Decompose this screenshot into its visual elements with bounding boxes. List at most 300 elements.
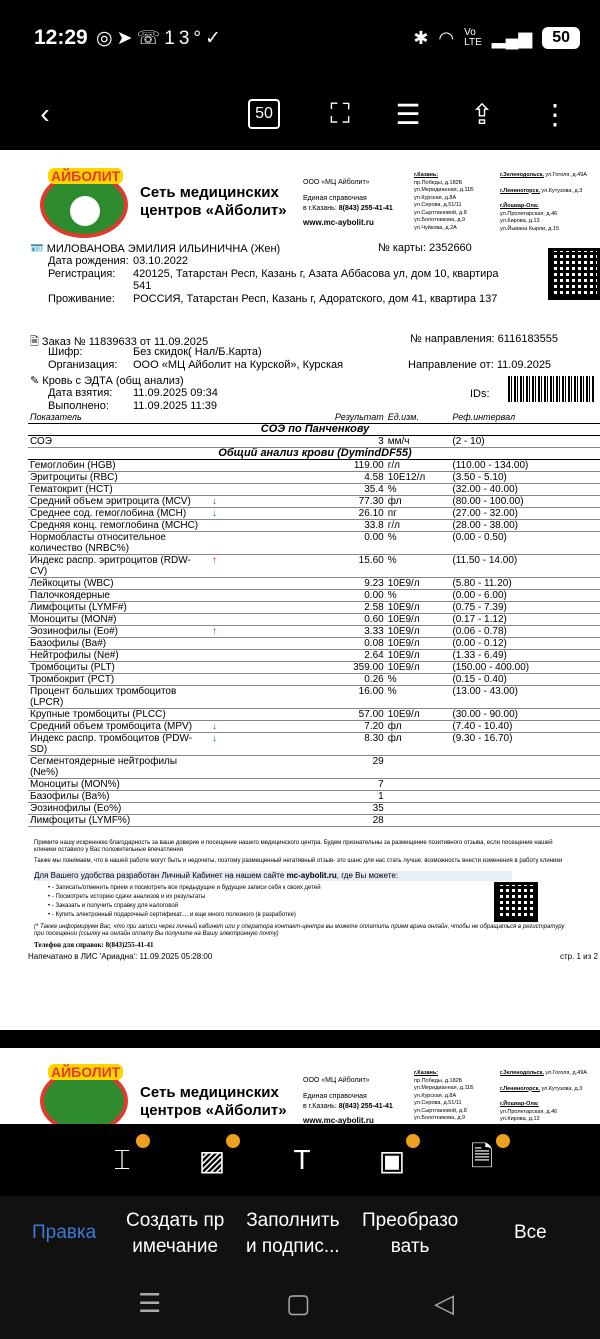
- table-row: [28, 472, 600, 484]
- bullet-text: - Записать/отменить прием и посмотреть все предыдущие и будущие записи себя к своих детей: [51, 885, 321, 891]
- address: пр.Победы, д.182Б: [414, 179, 463, 186]
- action-bar: [0, 1196, 600, 1276]
- patient-name: МИЛОВАНОВА ЭМИЛИЯ ИЛЬИНИЧНА (Жен): [46, 243, 281, 255]
- unit: г/л: [386, 460, 451, 472]
- result-value: 7.20: [244, 721, 385, 733]
- unit: 10E9/л: [386, 650, 451, 662]
- reference-range: [450, 803, 600, 815]
- indicator-name: Среднее сод. гемоглобина (MCH): [28, 508, 210, 520]
- address: ул.Гоголя, д.49А: [545, 1070, 587, 1076]
- reference-range: (27.00 - 32.00): [450, 508, 600, 520]
- result-value: 2.64: [244, 650, 385, 662]
- indicator-name: Нейтрофилы (Ne#): [28, 650, 210, 662]
- unit: %: [386, 484, 451, 496]
- section-header: [28, 424, 600, 436]
- document-page-2[interactable]: [0, 1048, 600, 1124]
- unit: фл: [386, 496, 451, 508]
- reference-range: (80.00 - 100.00): [450, 496, 600, 508]
- indicator-name: Эозинофилы (Eo#): [28, 626, 210, 638]
- indicator-name: Базофилы (Ba%): [28, 791, 210, 803]
- table-row: [28, 555, 600, 578]
- result-value: 359.00: [244, 662, 385, 674]
- cabinet-text: Для Вашего удобства разработан Личный Кабинет на нашем сайте: [34, 871, 285, 880]
- reference-range: (0.00 - 0.50): [450, 532, 600, 555]
- list-item: • - Заказать и получить справку для налоговой: [48, 903, 179, 909]
- res-label: Проживание:: [48, 293, 115, 305]
- leninogorsk-title: г.Лениногорск,: [500, 187, 540, 194]
- org-name: ООО «МЦ Айболит»: [303, 1077, 370, 1084]
- flag-arrow: [210, 674, 244, 686]
- reference-range: (150.00 - 400.00): [450, 662, 600, 674]
- result-value: 77.30: [244, 496, 385, 508]
- footer-payment-note: (* Также информируем Вас, что при записи через личный кабинет или у оператора контакт-центра вы можете оплатить прием врача онлайн, чтобы не обращаться в регистратуру при посещении (ссылку на онлайн оплату Вы получите на Вашу электронную почту): [34, 924, 565, 937]
- create-note-line-1: Создать пр: [126, 1210, 225, 1231]
- indicator-name: Моноциты (MON#): [28, 614, 210, 626]
- card-label: № карты:: [378, 242, 426, 254]
- page-gap: [0, 1030, 600, 1048]
- address: ул.Серова, д.51/11: [414, 202, 462, 208]
- address: ул.Курская, д.8А: [414, 194, 457, 201]
- indicator-name: Лейкоциты (WBC): [28, 578, 210, 590]
- flag-arrow: [210, 484, 244, 496]
- flag-arrow: [210, 590, 244, 602]
- reference-range: (0.17 - 1.12): [450, 614, 600, 626]
- reg-address-1: 420125, Татарстан Респ, Казань г, Азата Аббасова ул, дом 10, квартира: [133, 268, 499, 280]
- brand-line-1: Сеть медицинских: [140, 1084, 279, 1101]
- unit: %: [386, 555, 451, 578]
- reference-range: (9.30 - 16.70): [450, 733, 600, 756]
- address: ул.Болотникова, д.9: [414, 1115, 466, 1121]
- document-page[interactable]: [0, 150, 600, 1030]
- fill-sign-line-1: Заполнить: [246, 1210, 340, 1231]
- yoshkar-ola-title: г.Йошкар-Ола:: [500, 1101, 539, 1107]
- more-vertical-icon[interactable]: ⋮: [541, 98, 569, 130]
- indicator-name: СОЭ: [28, 436, 210, 448]
- premium-crown-icon: [136, 1134, 150, 1148]
- header-unit: Ед.изм.: [386, 412, 451, 424]
- reference-range: (0.00 - 0.12): [450, 638, 600, 650]
- table-row: [28, 436, 600, 448]
- page-count-button[interactable]: [246, 92, 282, 136]
- indicator-name: Палочкоядерные: [28, 590, 210, 602]
- wifi-icon: ◠: [438, 27, 455, 48]
- brand-line-1: Сеть медицинских: [140, 184, 279, 201]
- flag-arrow: [210, 472, 244, 484]
- flag-arrow: [210, 686, 244, 709]
- list-item: • - Записать/отменить прием и посмотреть все предыдущие и будущие записи себя к своих детей: [48, 885, 321, 891]
- address: ул.Чуйкова, д.2А: [414, 224, 457, 231]
- result-value: 29: [244, 756, 385, 779]
- indicator-name: Нормобласты относительное количество (NRBC%): [28, 532, 210, 555]
- reference-range: (0.06 - 0.78): [450, 626, 600, 638]
- kazan-title: г.Казань:: [414, 172, 439, 178]
- header-ref: Реф.интервал: [450, 412, 600, 424]
- flag-arrow: [210, 662, 244, 674]
- result-value: 9.23: [244, 578, 385, 590]
- premium-crown-icon: [406, 1134, 420, 1148]
- address: ул.Кутузова, д.3: [541, 187, 583, 194]
- all-tools-button[interactable]: Все: [514, 1222, 547, 1243]
- address: ул.Кирова, д.13: [500, 218, 540, 224]
- bullet-text: - Заказать и получить справку для налоговой: [51, 903, 179, 909]
- table-row: [28, 721, 600, 733]
- fullscreen-icon[interactable]: ⛶: [330, 97, 350, 129]
- result-value: 57.00: [244, 709, 385, 721]
- specimen-row: [30, 374, 184, 387]
- unit: [386, 791, 451, 803]
- premium-crown-icon: [496, 1134, 510, 1148]
- flag-arrow: [210, 791, 244, 803]
- organization: ООО «МЦ Айболит на Курской», Курская: [133, 359, 344, 371]
- table-row: [28, 733, 600, 756]
- unit: фл: [386, 733, 451, 756]
- home-icon[interactable]: ▢: [286, 1288, 311, 1318]
- address: ул.Болотникова, д.9: [414, 217, 466, 223]
- reference-range: (30.00 - 90.00): [450, 709, 600, 721]
- referral-from: 11.09.2025: [496, 359, 552, 371]
- unit: %: [386, 532, 451, 555]
- reference-range: (7.40 - 10.40): [450, 721, 600, 733]
- reference-range: (3.50 - 5.10): [450, 472, 600, 484]
- zelenodolsk-title: г.Зеленодольск,: [500, 1070, 544, 1076]
- whatsapp-icon: ◎: [96, 28, 117, 49]
- reference-range: (0.15 - 0.40): [450, 674, 600, 686]
- list-item: • - Посмотреть историю сдачи анализов и их результаты: [48, 894, 206, 900]
- specimen: Кровь с ЭДТА (общ анализ): [42, 375, 184, 387]
- bullet-text: - Посмотреть историю сдачи анализов и их результаты: [51, 894, 206, 900]
- document-icon: 🗎: [30, 336, 39, 348]
- flag-arrow: [210, 460, 244, 472]
- cabinet-banner: [34, 871, 512, 881]
- helpdesk-city: в г.Казань:: [303, 205, 337, 212]
- indicator-name: Лимфоциты (LYMF#): [28, 602, 210, 614]
- notification-icons: [96, 27, 225, 50]
- check-icon: ✓: [205, 28, 225, 49]
- indicator-name: Процент больших тромбоцитов (LPCR): [28, 686, 210, 709]
- cipher-label: Шифр:: [48, 346, 83, 358]
- table-row: [28, 638, 600, 650]
- viewer-toolbar: [0, 78, 600, 150]
- recent-apps-icon[interactable]: ☰: [138, 1288, 162, 1318]
- unit: мм/ч: [386, 436, 451, 448]
- res-address: РОССИЯ, Татарстан Респ, Казань г, Адоратского, дом 41, квартира 137: [133, 293, 498, 305]
- footer-thanks: Примите нашу искреннюю благодарность за ваше доверие и посещение нашего медицинского центра. Будем признательны за размещение позитивного отзыва, если посещение нашей клиники оставило у Вас положительные впечатления: [34, 840, 553, 853]
- kazan-addresses: [414, 1070, 474, 1123]
- reference-range: (5.80 - 11.20): [450, 578, 600, 590]
- fill-sign-button[interactable]: [246, 1208, 340, 1260]
- reference-range: (0.75 - 7.39): [450, 602, 600, 614]
- other-city-addresses: [500, 172, 587, 233]
- unit: 10E9/л: [386, 614, 451, 626]
- reference-range: (11.50 - 14.00): [450, 555, 600, 578]
- back-triangle-icon[interactable]: ◁: [434, 1288, 454, 1318]
- header-flag: [210, 412, 244, 424]
- reference-range: (2 - 10): [450, 436, 600, 448]
- table-row: [28, 815, 600, 827]
- unit: 10E9/л: [386, 709, 451, 721]
- back-arrow-icon[interactable]: ‹: [40, 98, 50, 129]
- website-link[interactable]: www.mc-aybolit.ru: [303, 1116, 374, 1124]
- referral-label: № направления:: [410, 333, 495, 345]
- missed-call-icon: ☏: [136, 28, 165, 49]
- signal-icon: ▂▄▆: [491, 27, 533, 48]
- helpdesk-line: Единая справочная: [303, 1093, 367, 1100]
- table-row: [28, 803, 600, 815]
- dob: 03.10.2022: [133, 255, 189, 267]
- result-value: 0.60: [244, 614, 385, 626]
- unit: 10E9/л: [386, 662, 451, 674]
- pdf-sign-icon[interactable]: 🗎: [464, 1142, 500, 1178]
- address: ул.Сыртлановой, д.8: [414, 1107, 467, 1114]
- logo-doctor: [70, 196, 100, 226]
- kazan-title: г.Казань:: [414, 1070, 439, 1076]
- flag-arrow: [210, 815, 244, 827]
- edit-tab[interactable]: Правка: [32, 1222, 97, 1243]
- status-bar: [0, 0, 600, 78]
- image-edit-icon[interactable]: ▨: [194, 1142, 230, 1178]
- unit: пг: [386, 508, 451, 520]
- unit: фл: [386, 721, 451, 733]
- footer-feedback: Также мы понимаем, что в нашей работе могут быть и недочеты, поэтому размещенный негативный отзыв- это шанс для нас стать лучше, возможность внести изменения в работу клиники: [34, 858, 563, 864]
- table-row: [28, 662, 600, 674]
- address: ул.Гоголя, д.49А: [545, 172, 587, 178]
- brand-name: [140, 1084, 287, 1120]
- phone-line: Телефон для справок: 8(843)255-41-41: [34, 941, 154, 949]
- flag-arrow: [210, 779, 244, 791]
- cipher: Без скидок( Нал/Б.Карта): [133, 346, 262, 358]
- address: ул.Кутузова, д.3: [541, 1085, 583, 1092]
- header-result: Результат: [244, 412, 385, 424]
- unit: [386, 815, 451, 827]
- helpdesk-line: Единая справочная: [303, 195, 367, 202]
- unit: %: [386, 686, 451, 709]
- result-value: 0.08: [244, 638, 385, 650]
- page-number: стр. 1 из 2: [559, 952, 598, 961]
- aybolit-logo: [40, 1064, 128, 1124]
- indicator-name: Средний объем эритроцита (MCV): [28, 496, 210, 508]
- result-value: 16.00: [244, 686, 385, 709]
- reference-range: [450, 756, 600, 779]
- table-row: [28, 650, 600, 662]
- flag-arrow: [210, 709, 244, 721]
- flag-arrow: [210, 756, 244, 779]
- result-value: 1: [244, 791, 385, 803]
- flag-arrow: ↓: [210, 721, 244, 733]
- org-info: [303, 1076, 393, 1124]
- indicator-name: Эритроциты (RBC): [28, 472, 210, 484]
- premium-crown-icon: [226, 1134, 240, 1148]
- reference-range: (13.00 - 43.00): [450, 686, 600, 709]
- table-row: [28, 532, 600, 555]
- indicator-name: Индекс распр. тромбоцитов (PDW-SD): [28, 733, 210, 756]
- indicator-name: Моноциты (MON%): [28, 779, 210, 791]
- table-row: [28, 578, 600, 590]
- flag-arrow: ↓: [210, 733, 244, 756]
- order-number: Заказ № 11839633 от 11.09.2025: [41, 336, 209, 348]
- create-note-button[interactable]: [126, 1208, 224, 1260]
- address: ул.Меридианная, д.11Б: [414, 187, 474, 193]
- indicator-name: Сегментоядерные нейтрофилы (Ne%): [28, 756, 210, 779]
- logo-text: АЙБОЛИТ: [48, 168, 123, 184]
- result-value: 0.26: [244, 674, 385, 686]
- unit: 10E12/л: [386, 472, 451, 484]
- table-row: [28, 602, 600, 614]
- result-value: 8.30: [244, 733, 385, 756]
- flag-arrow: [210, 638, 244, 650]
- unit: 10E9/л: [386, 578, 451, 590]
- telegram-icon: ➤: [116, 28, 137, 49]
- result-value: 4.58: [244, 472, 385, 484]
- address: ул.Курская, д.8А: [414, 1092, 457, 1099]
- done-date: 11.09.2025 11:39: [133, 400, 218, 412]
- done-label: Выполнено:: [48, 400, 109, 412]
- section-header: [28, 448, 600, 460]
- reference-range: (28.00 - 38.00): [450, 520, 600, 532]
- volte-icon: Vo LTE: [464, 27, 482, 48]
- table-row: [28, 686, 600, 709]
- cabinet-features: [48, 884, 321, 920]
- indicator-name: Средний объем тромбоцита (MPV): [28, 721, 210, 733]
- dob-row: [48, 255, 129, 267]
- flag-arrow: ↓: [210, 496, 244, 508]
- other-city-addresses: [500, 1070, 587, 1124]
- indicator-name: Индекс распр. эритроцитов (RDW-CV): [28, 555, 210, 578]
- reference-range: [450, 791, 600, 803]
- result-value: 3.33: [244, 626, 385, 638]
- helpdesk-city: в г.Казань:: [303, 1103, 337, 1110]
- address: ул.Сыртлановой, д.8: [414, 209, 467, 216]
- reference-range: [450, 779, 600, 791]
- website-link[interactable]: www.mc-aybolit.ru: [303, 218, 374, 227]
- referral-from-label: Направление от:: [408, 359, 494, 371]
- leninogorsk-title: г.Лениногорск,: [500, 1085, 540, 1092]
- taken-date: 11.09.2025 09:34: [133, 387, 218, 399]
- result-value: 15.60: [244, 555, 385, 578]
- address: ул.Пролетарская, д.46: [500, 1108, 558, 1115]
- list-item: • - Купить электронный подарочный сертификат.... и еще много полезного (в разработке): [48, 912, 296, 918]
- address: пр.Победы, д.182Б: [414, 1077, 463, 1084]
- cabinet-text-2: , где Вы можете:: [336, 871, 399, 880]
- dob-label: Дата рождения:: [48, 255, 129, 267]
- table-row: [28, 674, 600, 686]
- create-note-line-2: имечание: [132, 1236, 219, 1257]
- flag-arrow: [210, 532, 244, 555]
- flag-arrow: [210, 614, 244, 626]
- taken-label: Дата взятия:: [48, 387, 113, 399]
- system-nav-bar: [0, 1276, 600, 1339]
- address: ул.Меридианная, д.11Б: [414, 1085, 474, 1091]
- table-row: [28, 709, 600, 721]
- logo-text: АЙБОЛИТ: [48, 1064, 123, 1080]
- convert-line-2: вать: [390, 1236, 430, 1257]
- barcode: [508, 376, 594, 402]
- card-number-row: [378, 242, 472, 254]
- indicator-name: Тромбоциты (PLT): [28, 662, 210, 674]
- qr-code-bottom: [494, 882, 538, 922]
- header-indicator: Показатель: [28, 412, 210, 424]
- address: ул.Пролетарская, д.46: [500, 210, 558, 217]
- unit: %: [386, 674, 451, 686]
- referral-from-row: [408, 359, 551, 371]
- address: ул.Серова, д.51/11: [414, 1100, 462, 1106]
- indicator-name: Эозинофилы (Eo%): [28, 803, 210, 815]
- cabinet-site-link[interactable]: mc-aybolit.ru: [286, 871, 337, 880]
- result-value: 28: [244, 815, 385, 827]
- temperature-icon: 13°: [164, 28, 206, 49]
- reference-range: (0.00 - 6.00): [450, 590, 600, 602]
- result-value: 3: [244, 436, 385, 448]
- result-value: 33.8: [244, 520, 385, 532]
- indicator-name: Крупные тромбоциты (PLCC): [28, 709, 210, 721]
- indicator-name: Гематокрит (HCT): [28, 484, 210, 496]
- unit: 10E9/л: [386, 602, 451, 614]
- indicator-name: Средняя конц. гемоглобина (MCHC): [28, 520, 210, 532]
- add-text-icon[interactable]: T: [293, 1144, 311, 1175]
- reg-address-2: 541: [133, 280, 152, 292]
- org-label: Организация:: [48, 359, 118, 371]
- convert-line-1: Преобразо: [362, 1210, 459, 1231]
- result-value: 119.00: [244, 460, 385, 472]
- flag-arrow: [210, 650, 244, 662]
- page-count: 50: [248, 99, 280, 129]
- unit: [386, 803, 451, 815]
- table-row: [28, 460, 600, 472]
- patient-row: [30, 242, 280, 255]
- reference-range: (32.00 - 40.00): [450, 484, 600, 496]
- flag-arrow: ↓: [210, 508, 244, 520]
- address: ул.Кирова, д.13: [500, 1116, 540, 1122]
- add-image-icon[interactable]: ▣: [374, 1142, 410, 1178]
- flag-arrow: ↑: [210, 555, 244, 578]
- reg-label: Регистрация:: [48, 268, 116, 280]
- text-box-icon[interactable]: ⌶: [104, 1142, 140, 1178]
- referral-row: [410, 333, 558, 345]
- fill-sign-line-2: и подпис...: [246, 1236, 340, 1257]
- share-icon[interactable]: ⇪: [470, 98, 494, 130]
- table-row: [28, 779, 600, 791]
- unit: 10E9/л: [386, 638, 451, 650]
- table-row: [28, 756, 600, 779]
- indicator-name: Гемоглобин (HGB): [28, 460, 210, 472]
- table-row: [28, 614, 600, 626]
- result-value: 35: [244, 803, 385, 815]
- result-value: 26.10: [244, 508, 385, 520]
- helpdesk-phone: 8(843) 255-41-41: [338, 1103, 393, 1110]
- reference-range: (1.33 - 6.49): [450, 650, 600, 662]
- reader-mode-icon[interactable]: ☰: [395, 98, 421, 130]
- flag-arrow: [210, 803, 244, 815]
- brand-line-2: центров «Айболит»: [140, 202, 287, 219]
- dropper-icon: ✎: [30, 375, 40, 387]
- bullet-text: - Купить электронный подарочный сертификат.... и еще много полезного (в разработке): [51, 912, 296, 918]
- flag-arrow: [210, 602, 244, 614]
- result-value: 0.00: [244, 590, 385, 602]
- results-table: [28, 412, 600, 827]
- flag-arrow: ↑: [210, 626, 244, 638]
- system-icons: [413, 27, 580, 49]
- table-header: [28, 412, 600, 424]
- result-value: 2.58: [244, 602, 385, 614]
- helpdesk-phone: 8(843) 255-41-41: [338, 205, 393, 212]
- result-value: 35.4: [244, 484, 385, 496]
- section-title: Общий анализ крови (DymindDF55): [28, 448, 600, 460]
- qr-code-top: [548, 248, 600, 300]
- flag-arrow: [210, 578, 244, 590]
- zelenodolsk-title: г.Зеленодольск,: [500, 172, 544, 178]
- convert-button[interactable]: [362, 1208, 458, 1260]
- yoshkar-ola-title: г.Йошкар-Ола:: [500, 203, 539, 209]
- table-row: [28, 484, 600, 496]
